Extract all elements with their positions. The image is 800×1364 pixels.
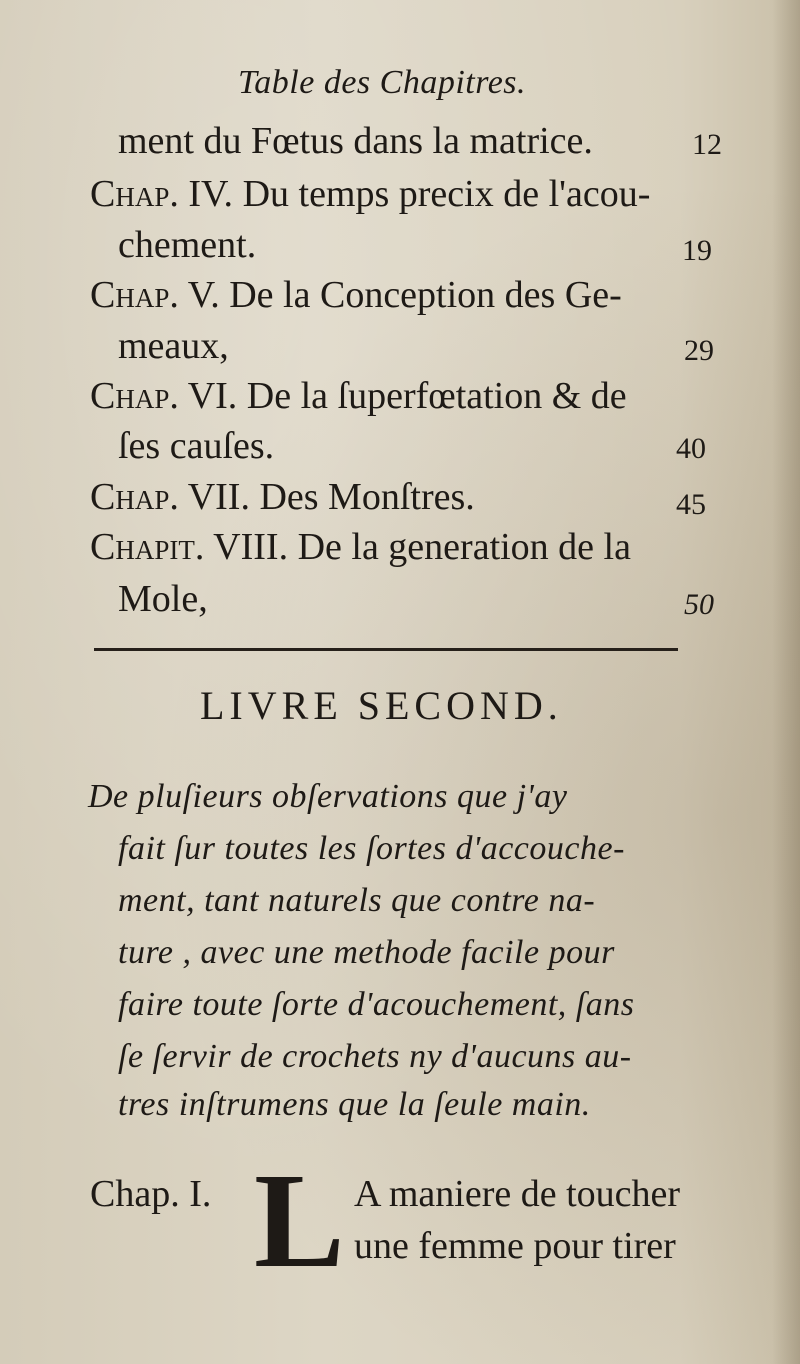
toc-page-number: 12 xyxy=(692,128,722,161)
chapter-label: Chap. xyxy=(90,375,179,417)
toc-entry-line xyxy=(90,528,631,566)
summary-line: tres inſtrumens que la ſeule main. xyxy=(118,1086,591,1123)
chapter-label: Chap. xyxy=(90,476,179,518)
chapter-number: IV. xyxy=(188,173,234,215)
summary-line: fait ſur toutes les ſortes d'accouche- xyxy=(118,830,625,867)
toc-entry-continuation: chement. xyxy=(118,224,257,266)
chapter-title: De la generation de la xyxy=(297,526,631,568)
chapter-label: Chap. xyxy=(90,173,179,215)
page-edge-shadow xyxy=(772,0,800,1364)
summary-line: ſe ſervir de crochets ny d'aucuns au- xyxy=(118,1038,632,1075)
toc-entry-line xyxy=(90,478,475,516)
toc-entry-continuation: meaux, xyxy=(118,325,229,367)
toc-entry-continuation: Mole, xyxy=(118,578,208,620)
toc-page-number: 50 xyxy=(684,588,714,621)
toc-entry-line xyxy=(90,276,622,314)
toc-entry-line xyxy=(90,377,627,415)
toc-page-number: 29 xyxy=(684,334,714,367)
drop-cap-letter: L xyxy=(254,1146,345,1296)
chapter-label: Chap. xyxy=(90,274,179,316)
summary-line: De pluſieurs obſervations que j'ay xyxy=(88,778,568,815)
book-title: LIVRE SECOND. xyxy=(200,683,563,728)
toc-page-number: 40 xyxy=(676,432,706,465)
chapter-title: De la ſuperfœtation & de xyxy=(246,375,627,417)
chapter-text-line: une femme pour tirer xyxy=(354,1225,676,1267)
summary-line: faire toute ſorte d'acouchement, ſans xyxy=(118,986,635,1023)
chapter-title: De la Conception des Ge- xyxy=(229,274,622,316)
toc-page-number: 45 xyxy=(676,488,706,521)
chapter-text-line: A maniere de toucher xyxy=(354,1173,681,1215)
chapter-number: VI. xyxy=(187,375,238,417)
summary-line: ment, tant naturels que contre na- xyxy=(118,882,596,919)
section-rule xyxy=(94,648,678,651)
toc-entry-line xyxy=(90,175,650,213)
drop-cap xyxy=(252,1146,345,1296)
chapter-one-label: Chap. I. xyxy=(90,1173,212,1215)
summary-line: ture , avec une methode facile pour xyxy=(118,934,615,971)
toc-page-number: 19 xyxy=(682,234,712,267)
chapter-title: Des Monſtres. xyxy=(259,476,475,518)
toc-entry-line: ment du Fœtus dans la matrice. xyxy=(118,120,593,162)
chapter-title: Du temps precix de l'acou- xyxy=(242,173,651,215)
running-head: Table des Chapitres. xyxy=(238,64,527,101)
chapter-number: VIII. xyxy=(213,526,289,568)
chapter-label: Chapit. xyxy=(90,526,205,568)
toc-entry-continuation: ſes cauſes. xyxy=(118,425,275,467)
chapter-number: VII. xyxy=(187,476,250,518)
chapter-number: V. xyxy=(187,274,220,316)
